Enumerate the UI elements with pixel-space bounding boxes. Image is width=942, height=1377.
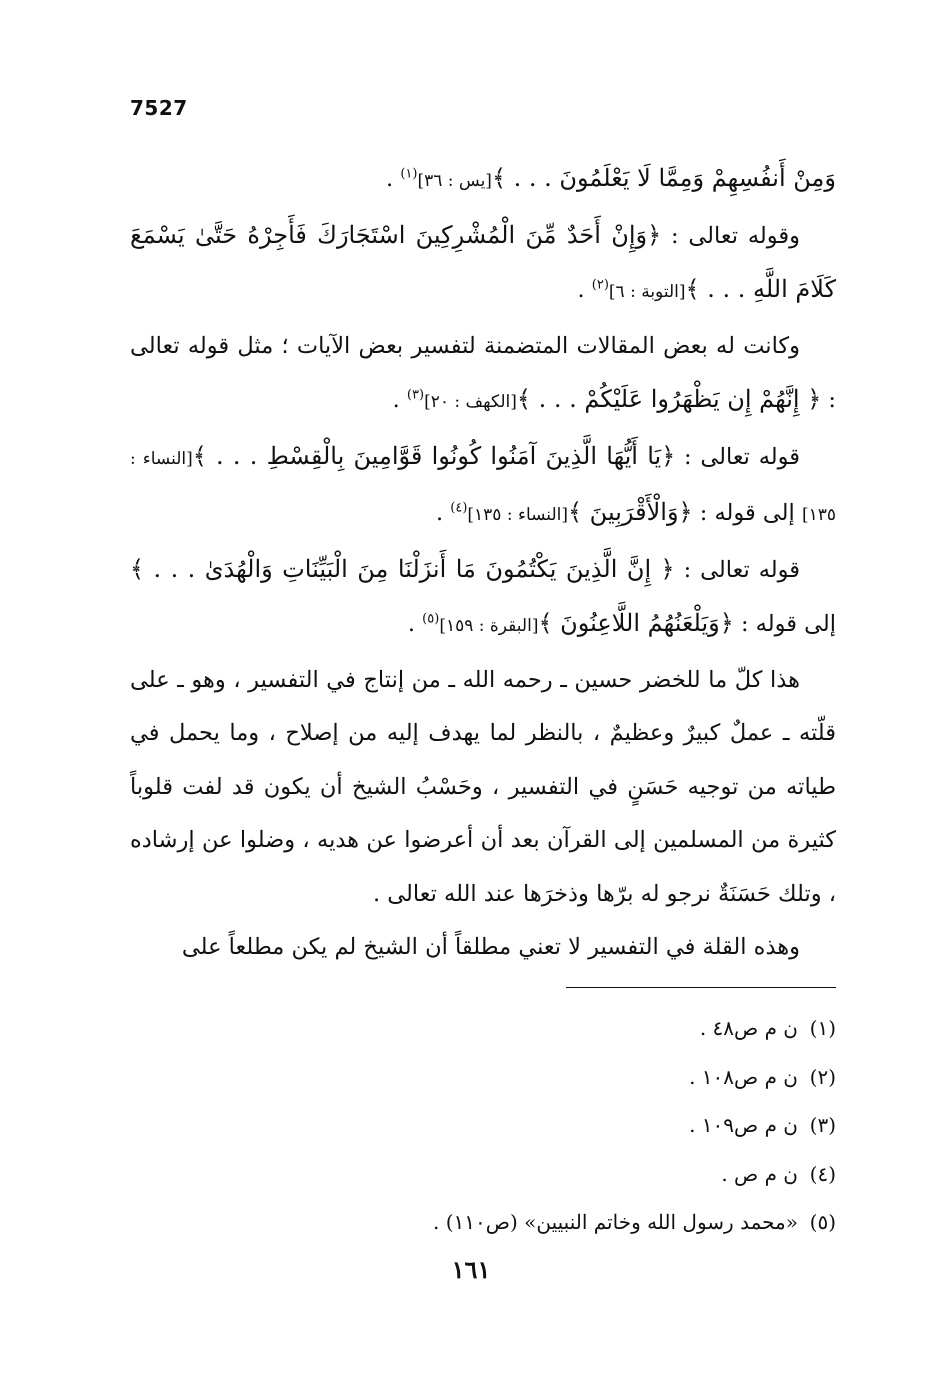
connector-text: إلى قوله : [692, 500, 802, 526]
page-id: 7527 [130, 96, 188, 120]
intro-text: وقوله تعالى : [661, 222, 800, 249]
verse-reference-end: [البقرة : ١٥٩] [439, 616, 539, 636]
footnote-item [433, 1004, 836, 1053]
quran-quote-end: ﴿وَالْأَقْرَبِينَ ﴾ [567, 498, 693, 526]
footnote-number: (٤) [809, 1161, 836, 1186]
footnote-number: (٢) [809, 1064, 836, 1089]
footnote-number: (٣) [809, 1113, 836, 1138]
footnote-marker: (٣) [406, 387, 425, 403]
footnote-marker: (٢) [591, 277, 609, 293]
footnote-separator [566, 987, 836, 988]
footnote-text: ن م ص . [721, 1161, 798, 1186]
punctuation: . [577, 277, 585, 303]
footnote-item [433, 1101, 836, 1150]
punctuation: . [392, 387, 400, 413]
verse-reference-end: [النساء : ١٣٥] [467, 505, 568, 525]
connector-text: إلى قوله : [733, 611, 836, 637]
quran-quote: ﴿يَا أَيُّهَا الَّذِينَ آمَنُوا كُونُوا قَوَّامِينَ بِالْقِسْطِ . . . ﴾ [192, 441, 676, 470]
footnote-text: «محمد رسول الله وخاتم النبيين» (ص١١٠) . [433, 1210, 798, 1235]
quran-quote-end: ﴿وَيَلْعَنُهُمُ اللَّاعِنُونَ ﴾ [538, 609, 734, 637]
footnote-marker: (٥) [422, 611, 440, 627]
paragraph-quran-baqarah [130, 543, 836, 654]
body-text [130, 152, 836, 975]
footnote-marker: (٤) [450, 500, 468, 516]
quran-quote: ﴿وَإِنْ أَحَدٌ مِّنَ الْمُشْرِكِينَ اسْتَجَارَكَ فَأَجِرْهُ حَتَّىٰ يَسْمَعَ كَلَامَ اللَّهِ . . . ﴾ [130, 220, 836, 303]
paragraph-quran-yasin [130, 152, 836, 209]
footnote-text: ن م ص٤٨ . [699, 1016, 798, 1040]
paragraph-summary: هذا كلّ ما للخضر حسين ـ رحمه الله ـ من إنتاج في التفسير ، وهو ـ على قلّته ـ عملٌ كبيرٌ وعظيمٌ ، بالنظر لما يهدف إليه من إصلاح ، وما يحمل في طياته من توجيه حَسَنٍ في التفسير ، وحَسْبُ الشيخ أن يكون قد لفت قلوباً كثيرة من المسلمين إلى القرآن بعد أن أعرضوا عن هديه ، وضلوا عن إرشاده ، وتلك حَسَنَةٌ نرجو له برّها وذخرَها عند الله تعالى . [130, 666, 836, 907]
punctuation: . [386, 166, 394, 192]
paragraph-continuation: وهذه القلة في التفسير لا تعني مطلقاً أن الشيخ لم يكن مطلعاً على [181, 934, 800, 960]
footnote-item [433, 1150, 836, 1199]
footnotes [433, 1004, 836, 1247]
footnote-item [433, 1198, 836, 1247]
verse-reference: [يس : ٣٦] [417, 171, 492, 191]
verse-reference: [التوبة : ٦] [608, 282, 686, 302]
footnote-marker: (١) [400, 166, 418, 182]
footnote-text: ن م ص١٠٨ . [689, 1064, 798, 1089]
intro-text: قوله تعالى : [674, 556, 800, 583]
paragraph-quran-tawbah [130, 209, 836, 320]
verse-reference: [النساء : ١٣٥] [130, 448, 836, 525]
page-number: ١٦١ [451, 1255, 491, 1284]
intro-text: قوله تعالى : [675, 443, 800, 470]
quran-quote: ﴿ إِنَّ الَّذِينَ يَكْتُمُونَ مَا أَنزَلْنَا مِنَ الْبَيِّنَاتِ وَالْهُدَىٰ . . . ﴾ [130, 554, 675, 583]
punctuation: . [407, 611, 416, 637]
footnote-text: ن م ص١٠٩ . [689, 1113, 798, 1138]
paragraph-quran-nisa [130, 430, 836, 543]
paragraph-articles-kahf [130, 320, 836, 430]
quran-quote: وَمِنْ أَنفُسِهِمْ وَمِمَّا لَا يَعْلَمُونَ . . . ﴾ [491, 164, 836, 192]
footnote-number: (١) [809, 1016, 836, 1040]
intro-text: وكانت له بعض المقالات المتضمنة لتفسير بعض الآيات ؛ مثل قوله تعالى : [130, 332, 836, 413]
punctuation: . [435, 500, 444, 526]
verse-reference: [الكهف : ٢٠] [424, 392, 517, 412]
quran-quote: ﴿ إِنَّهُمْ إِن يَظْهَرُوا عَلَيْكُمْ . . . ﴾ [516, 385, 822, 413]
footnote-item [433, 1053, 836, 1102]
footnote-number: (٥) [809, 1210, 836, 1235]
